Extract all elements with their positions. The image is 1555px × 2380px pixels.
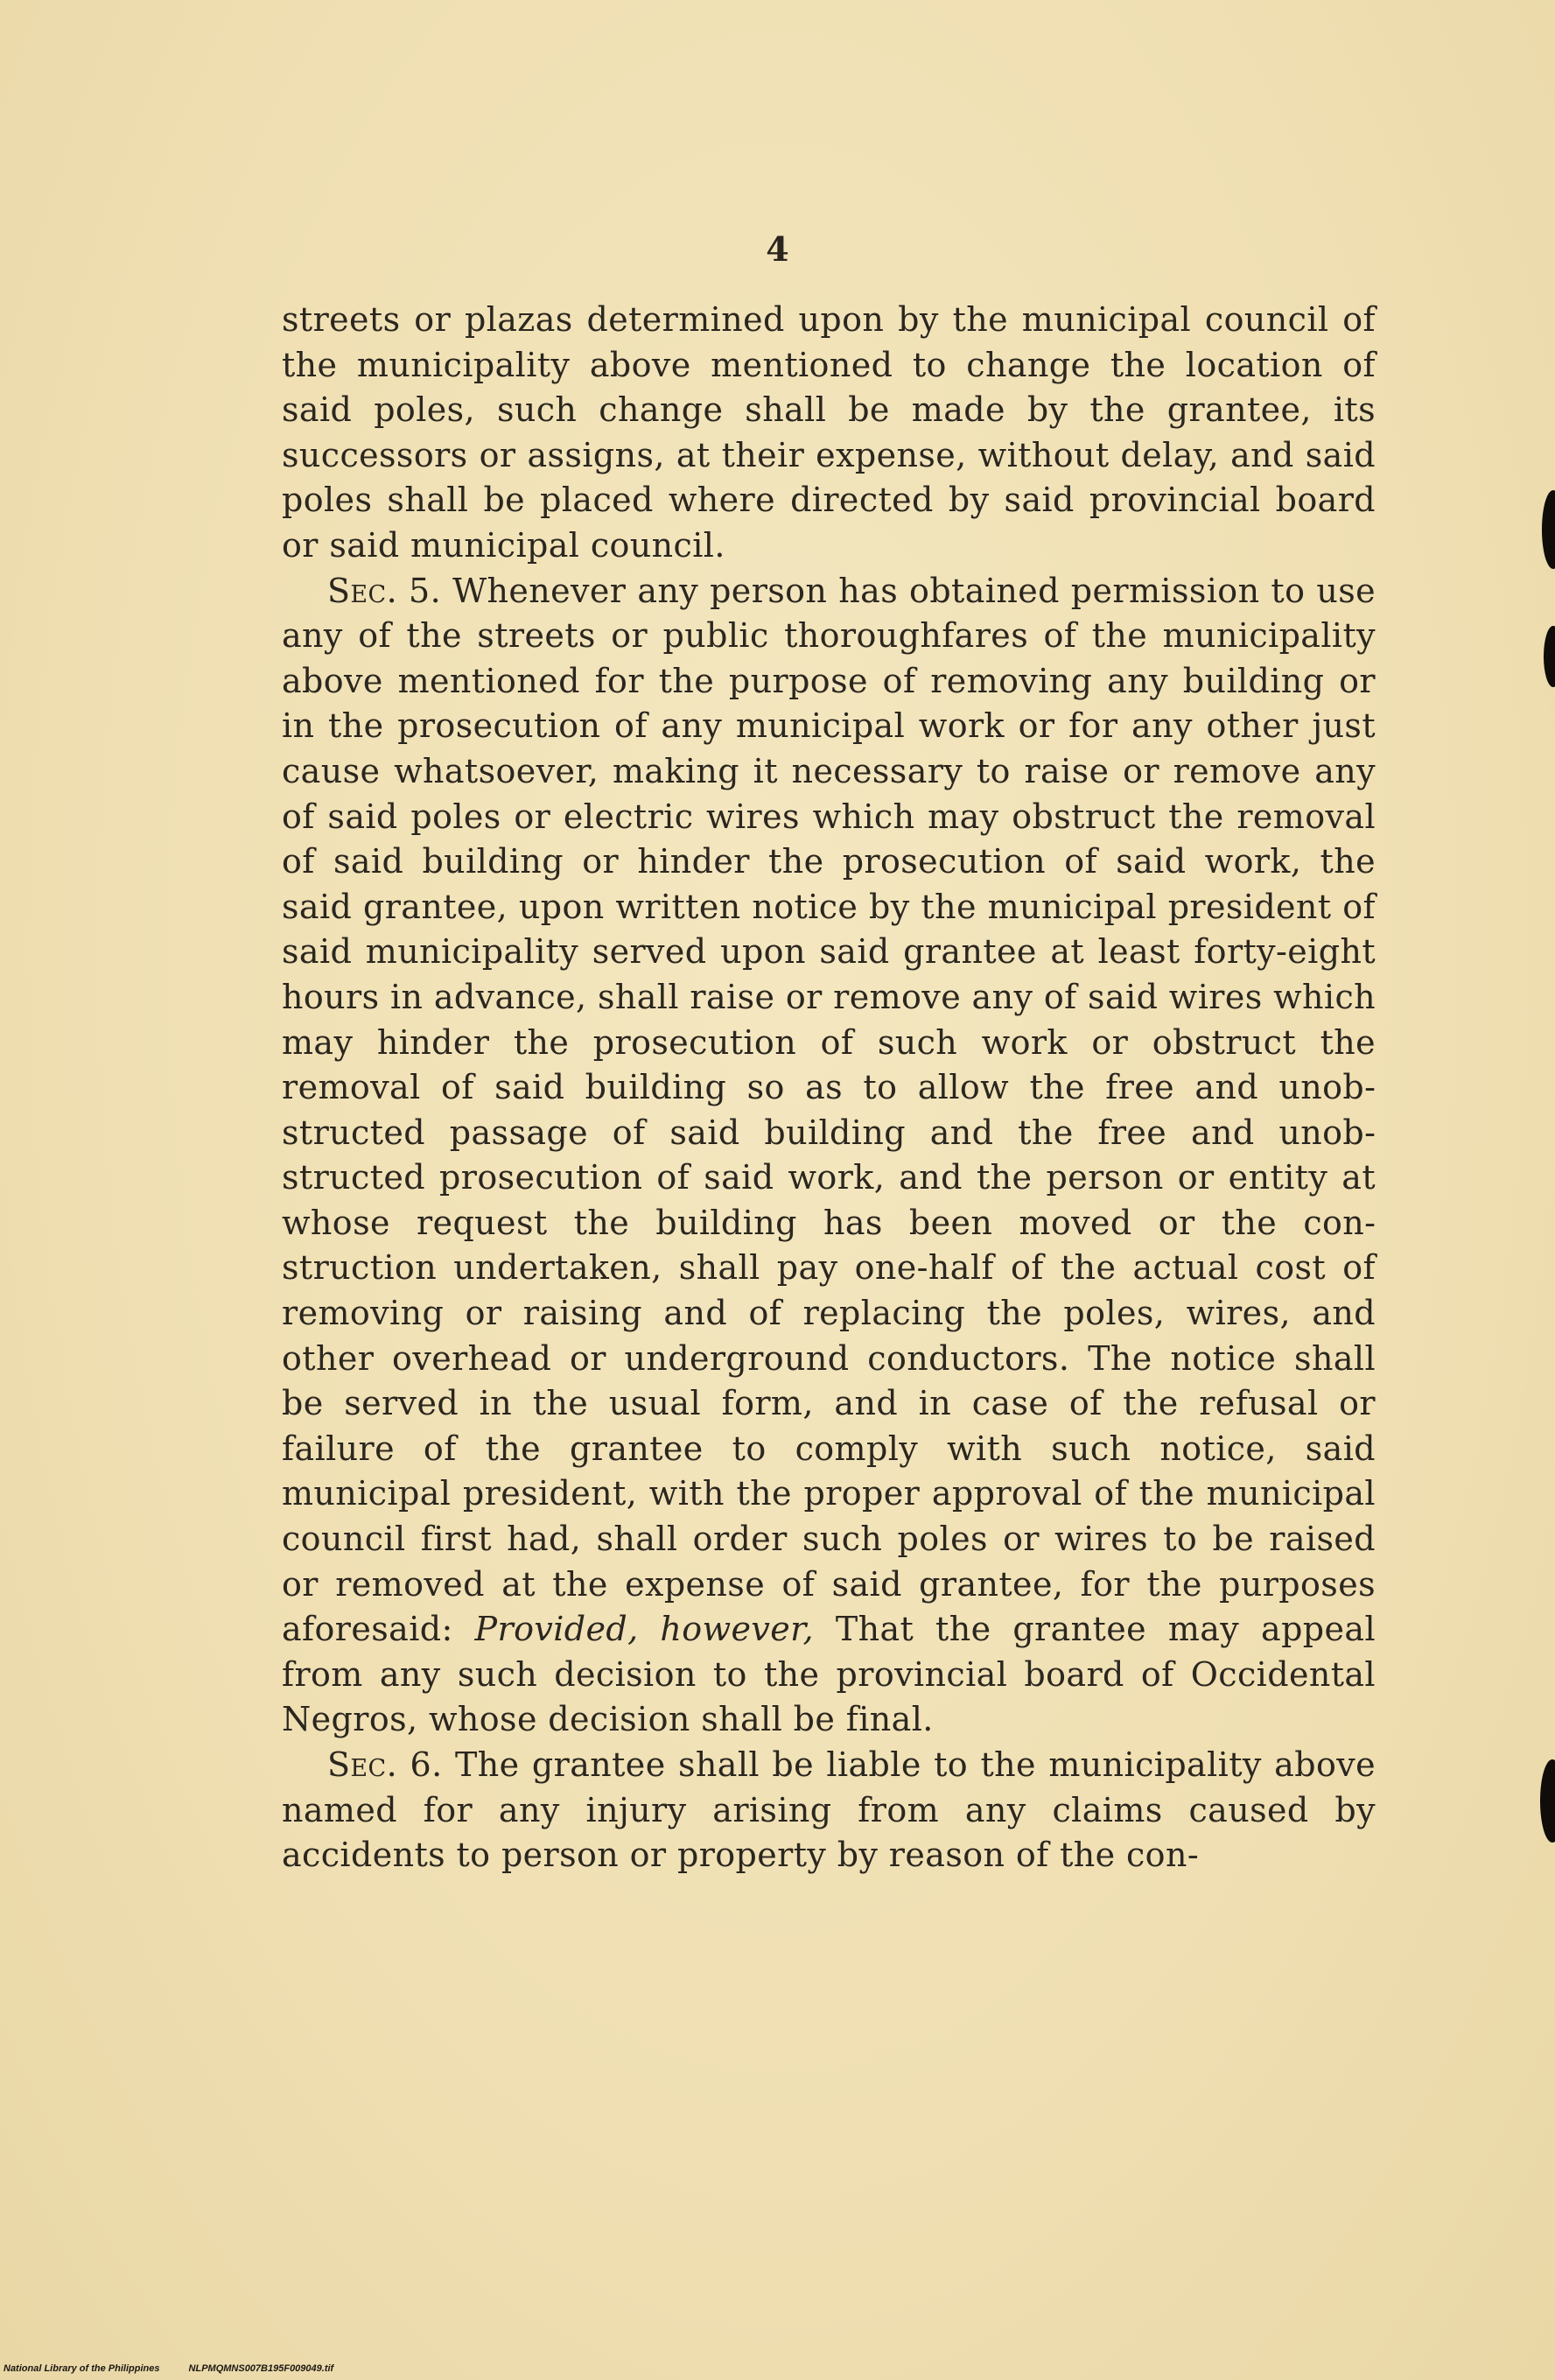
document-body bbox=[282, 298, 1376, 1878]
paragraph-text: streets or plazas determined upon by the municipal council of the municipality above mentioned to change the location of said poles, such change shall be made by the grantee, its successors or assigns, at their expense, without delay, and said poles shall be placed where directed by said provincial board or said municipal council. bbox=[282, 300, 1376, 565]
paragraph-text-continued: That the grantee may appeal from any such decision to the provincial board of Occidental Negros, whose decision shall be final. bbox=[282, 1610, 1376, 1739]
section-label: Sec. 6. bbox=[327, 1745, 443, 1784]
binding-hole-middle bbox=[1544, 626, 1555, 687]
scan-footer bbox=[4, 2363, 333, 2374]
section-5-paragraph bbox=[282, 569, 1376, 1743]
section-label: Sec. 5. bbox=[327, 571, 442, 610]
paragraph-text: Whenever any person has obtained permission to use any of the streets or public thoroughfares of the municipality above mentioned for the purpose of removing any building or in the prosecution of any municipal work or for any other just cause whatsoever, making it necessary to raise or remove any of said poles or electric wires which may obstruct the removal of said building or hinder the prosecution of said work, the said grantee, upon written notice by the municipal president of said municipality served upon said grantee at least forty-eight hours in advance, shall raise or remove any of said wires which may hinder the prosecution of such work or obstruct the removal of said building so as to allow the free and unobstructed passage of said building and the free and unobstructed prosecution of said work, and the person or entity at whose request the building has been moved or the construction undertaken, shall pay one-half of the actual cost of removing or raising and of replacing the poles, wires, and other overhead or underground conductors. The notice shall be served in the usual form, and in case of the refusal or failure of the grantee to comply with such notice, said municipal president, with the proper approval of the municipal council first had, shall order such poles or wires to be raised or removed at the expense of said grantee, for the purposes aforesaid: bbox=[282, 571, 1376, 1649]
paragraph-continuation bbox=[282, 298, 1376, 569]
binding-hole-top bbox=[1542, 490, 1555, 569]
proviso-italic: Provided, however, bbox=[474, 1610, 815, 1649]
binding-hole-bottom bbox=[1540, 1759, 1555, 1843]
file-identifier: NLPMQMNS007B195F009049.tif bbox=[188, 2363, 334, 2374]
page-number: 4 bbox=[766, 229, 789, 269]
library-credit: National Library of the Philippines bbox=[4, 2363, 160, 2374]
section-6-paragraph bbox=[282, 1743, 1376, 1878]
paragraph-text: The grantee shall be liable to the municipality above named for any injury arising from any claims caused by accidents to person or property by reason of the con- bbox=[282, 1745, 1376, 1875]
